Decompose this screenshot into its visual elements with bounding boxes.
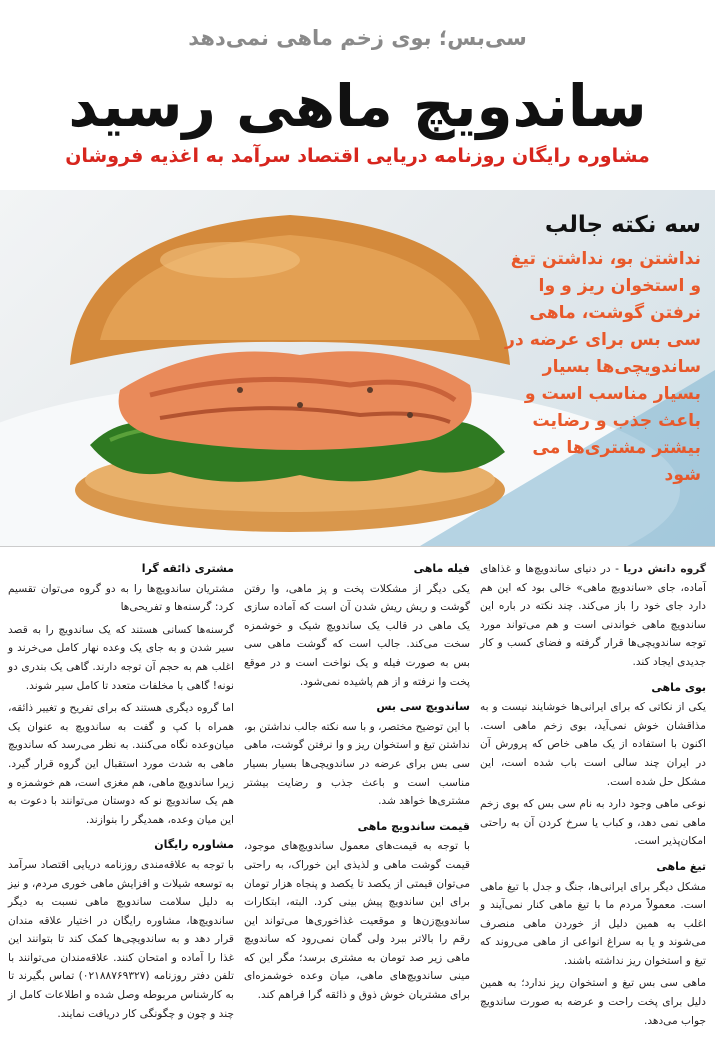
lead-head: گروه دانش دریا	[623, 563, 706, 575]
heading-seabass-sandwich: ساندویچ سی بس	[376, 700, 470, 714]
column-middle	[244, 560, 470, 1045]
subhead: مشاوره رایگان روزنامه دریایی اقتصاد سرآمد به اغذیه فروشان	[65, 145, 650, 167]
paragraph: یکی از نکاتی که برای ایرانی‌ها خوشایند نیست و به مذاقشان خوش نمی‌آید، بوی زخم ماهی است. اکنون با استفاده از یک ماهی خاص که پرورش آن در ایران چند سالی است باب شده است، این مشکل حل شده است.	[480, 701, 706, 788]
article-columns	[8, 560, 706, 1045]
heading-price: قیمت ساندویچ ماهی	[357, 819, 470, 833]
fish-sandwich-photo	[0, 190, 715, 546]
paragraph: ماهی سی بس تیغ و استخوان ریز ندارد؛ به همین دلیل برای پخت راحت و عرضه به صورت ساندویچ جواب می‌دهد.	[480, 977, 706, 1027]
paragraph: با توجه به قیمت‌های معمول ساندویچ‌های موجود، قیمت گوشت ماهی و لذیذی این خوراک، به راحتی می‌توان قیمتی از یکصد تا یکصد و پنجاه هزار تومان برای این ساندویچ پیش بینی کرد. البته، ابتکارات ساندویچ‌زن‌ها و موقعیت غذاخوری‌ها می‌تواند این رقم را بالاتر ببرد ولی گمان نمی‌رود که ساندویچ ماهی زیر صد تومان به مشتری برسد؛ مگر این که مینی ساندویچ‌های ماهی، میان وعده خوشمزه‌ای برای مشتریان خوش ذوق و ذائقه گرا فراهم کند.	[244, 840, 470, 1002]
heading-fillet: فیله ماهی	[413, 562, 470, 575]
kicker: سی‌بس؛ بوی زخم ماهی نمی‌دهد	[188, 26, 527, 50]
callout-title: سه نکته جالب	[544, 212, 701, 238]
paragraph: با این توضیح مختصر، و با سه نکته جالب نداشتن بو، نداشتن تیغ و استخوان ریز و وا نرفتن گوشت، ماهی سی بس برای عرضه در ساندویچی‌ها بسیار بسیار مناسب است و باعث جذب و رضایت بیشتر مشتری‌ها خواهد شد.	[244, 720, 470, 808]
divider	[0, 546, 715, 547]
paragraph: نوعی ماهی وجود دارد به نام سی بس که بوی زخم ماهی نمی دهد، و کباب یا سرخ کردن آن به راحتی امکان‌پذیر است.	[480, 798, 706, 848]
heading-taste-customer: مشتری ذائقه گرا	[141, 562, 234, 575]
heading-free-consulting: مشاوره رایگان	[154, 838, 234, 852]
paragraph: مشتریان ساندویچ‌ها را به دو گروه می‌توان تقسیم کرد: گرسنه‌ها و تفریحی‌ها	[8, 582, 234, 614]
heading-fish-bones: تیغ ماهی	[656, 859, 706, 873]
heading-fish-smell: بوی ماهی	[651, 680, 706, 694]
lead-paragraph	[480, 560, 706, 672]
callout-box	[501, 212, 701, 489]
headline: ساندویچ ماهی رسید	[68, 72, 647, 140]
paragraph: یکی دیگر از مشکلات پخت و پز ماهی، وا رفتن گوشت و ریش ریش شدن آن است که آماده سازی یک ماهی در قالب یک ساندویچ شیک و خوشمزه سخت می‌کند. جالب است که گوشت ماهی سی بس به صورت فیله و یک نواخت است و در موقع پخت وا نرفته و از هم پاشیده نمی‌شود.	[244, 582, 470, 688]
paragraph: با توجه به علاقه‌مندی روزنامه دریایی اقتصاد سرآمد به توسعه شیلات و افزایش ماهی خوری مردم، و نیز به دلیل سلامت ساندویچ ماهی نسبت به دیگر ساندویچ‌ها، مشاوره رایگان در اختیار علاقه مندان قرار دهد و به ساندویچی‌ها کمک کند تا بتوانند این غذا را آماده و امتحان کنند. علاقه‌مندان می‌توانند با تلفن دفتر روزنامه (۰۲۱۸۸۷۶۹۳۲۷) تماس بگیرند تا به کارشناس مربوطه وصل شده و اطلاعات کامل از چند و چون و چگونگی کار دریافت نمایند.	[8, 858, 234, 1020]
lead-text: - در دنیای ساندویچ‌ها و غذاهای آماده، جای «ساندویچ ماهی» خالی بود که این هم دارد جای خود را باز می‌کند. چند نکته در باره این ساندویچ ماهی خواندنی است و هم می‌تواند مورد توجه ساندویچی‌ها قرار گرفته و فضای کسب و کار جدیدی ایجاد کند.	[480, 563, 706, 668]
column-left	[8, 560, 234, 1045]
paragraph: مشکل دیگر برای ایرانی‌ها، جنگ و جدل با تیغ ماهی است. معمولاً مردم ما با تیغ ماهی کنار نمی‌آیند و اغلب به همین دلیل از خوردن ماهی منصرف می‌شوند و یا به سراغ انواعی از ماهی می‌روند که تیغ و استخوان ریز نداشته باشند.	[480, 880, 706, 967]
paragraph: گرسنه‌ها کسانی هستند که یک ساندویچ را به قصد سیر شدن و به جای یک وعده نهار کامل می‌خرند و اغلب هم به حجم آن توجه دارند. گاهی یک بندری دو نونه! گاهی با مخلفات متعدد تا کامل سیر شوند.	[8, 623, 234, 692]
column-right	[480, 560, 706, 1045]
callout-text: نداشتن بو، نداشتن تیغ و استخوان ریز و وا نرفتن گوشت، ماهی سی بس برای عرضه در ساندویچی‌ها بسیار بسیار مناسب است و باعث جذب و رضایت بیشتر مشتری‌ها می شود	[505, 249, 701, 485]
paragraph: اما گروه دیگری هستند که برای تفریح و تغییر ذائقه، همراه با کپ و گفت به ساندویچ به عنوان یک میان‌وعده نگاه می‌کنند. به نظر می‌رسد که ساندویچ ماهی به شدت مورد استقبال این گروه قرار گیرد. زیرا ساندویچ ماهی، هم مغزی است، هم خوشمزه و هم یک ساندویچ نو که دوستان می‌توانند با دعوت به این میان وعده، همدیگر را بنوازند.	[8, 702, 234, 826]
